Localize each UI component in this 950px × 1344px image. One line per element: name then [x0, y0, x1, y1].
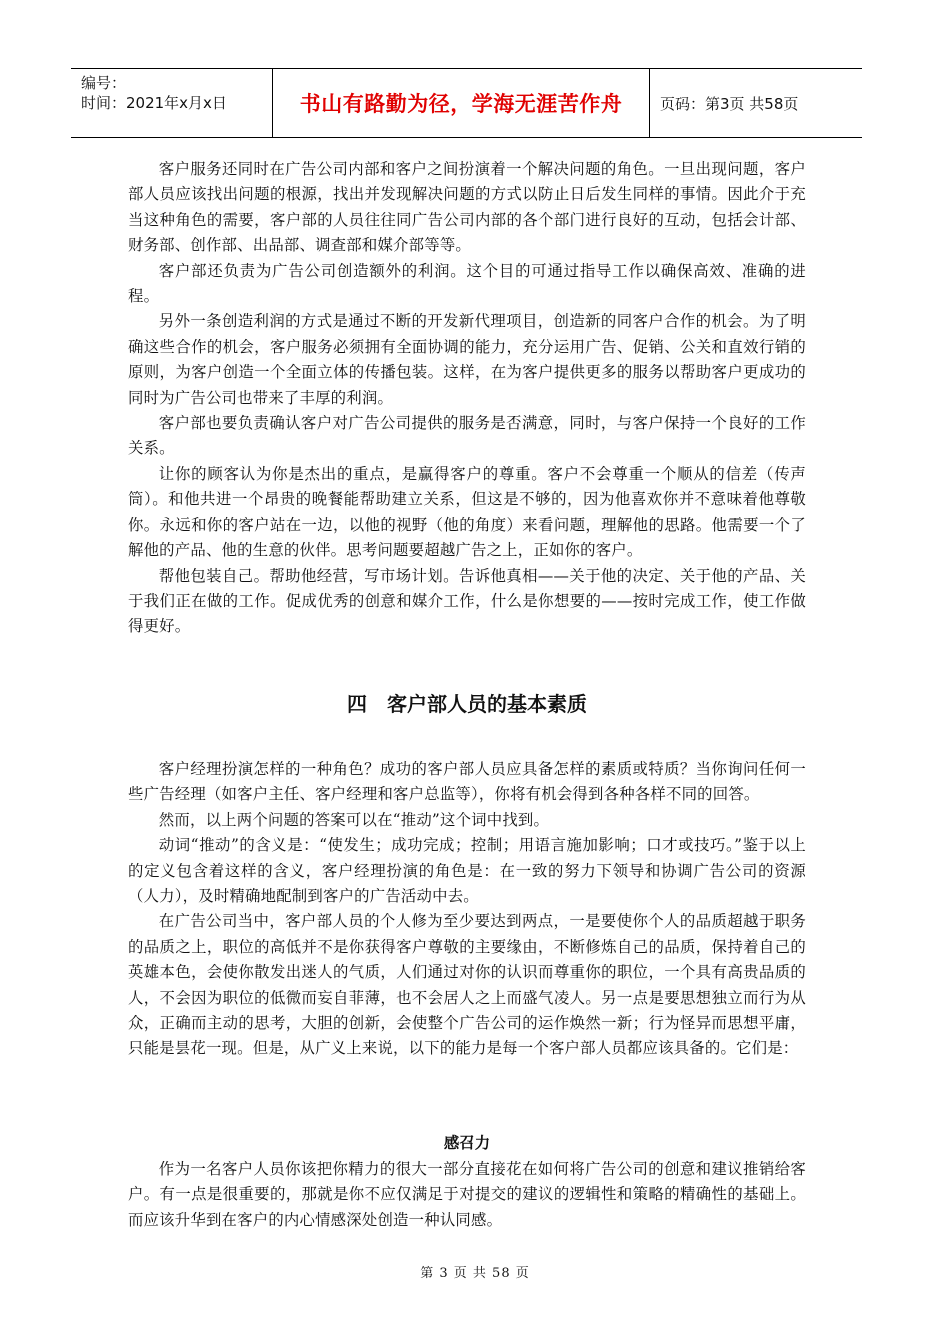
section-text [128, 757, 806, 1062]
page-header [71, 68, 862, 138]
page-footer: 第 3 页 共 58 页 [420, 1266, 530, 1281]
paragraph: 另外一条创造利润的方式是通过不断的开发新代理项目，创造新的同客户合作的机会。为了明确这些合作的机会，客户服务必须拥有全面协调的能力，充分运用广告、促销、公关和直效行销的原则，为客户创造一个全面立体的传播包装。这样，在为客户提供更多的服务以帮助客户更成功的同时为广告公司也带来了丰厚的利润。 [128, 312, 806, 407]
paragraph: 让你的顾客认为你是杰出的重点，是赢得客户的尊重。客户不会尊重一个顺从的信差（传声筒）。和他共进一个昂贵的晚餐能帮助建立关系，但这是不够的，因为他喜欢你并不意味着他尊敬你。永远和你的客户站在一边，以他的视野（他的角度）来看问题，理解他的思路。他需要一个了解他的产品、他的生意的伙伴。思考问题要超越广告之上，正如你的客户。 [128, 464, 806, 560]
section-title: 四 客户部人员的基本素质 [347, 692, 587, 716]
body-text [128, 157, 806, 640]
header-motto: 书山有路勤为径，学海无涯苦作舟 [273, 69, 650, 137]
paragraph: 客户经理扮演怎样的一种角色？成功的客户部人员应具备怎样的素质或特质？当你询问任何一些广告经理（如客户主任、客户经理和客户总监等），你将有机会得到各种各样不同的回答。 [128, 760, 806, 804]
paragraph: 帮他包装自己。帮助他经营，写市场计划。告诉他真相——关于他的决定、关于他的产品、关于我们正在做的工作。促成优秀的创意和媒介工作，什么是你想要的——按时完成工作，使工作做得更好。 [128, 566, 806, 636]
paragraph: 客户部还负责为广告公司创造额外的利润。这个目的可通过指导工作以确保高效、准确的进程。 [128, 261, 806, 306]
paragraph: 作为一名客户人员你该把你精力的很大一部分直接花在如何将广告公司的创意和建议推销给客户。有一点是很重要的，那就是你不应仅满足于对提交的建议的逻辑性和策略的精确性的基础上。而应该升华到在客户的内心情感深处创造一种认同感。 [128, 1160, 806, 1229]
paragraph: 然而，以上两个问题的答案可以在“推动”这个词中找到。 [158, 810, 550, 829]
paragraph: 在广告公司当中，客户部人员的个人修为至少要达到两点，一是要使你个人的品质超越于职务的品质之上，职位的高低并不是你获得客户尊敬的主要缘由，不断修炼自己的品质，保持着自己的英雄本色，会使你散发出迷人的气质，人们通过对你的认识而尊重你的职位，一个具有高贵品质的人，不会因为职位的低微而妄自菲薄，也不会居人之上而盛气凌人。另一点是要思想独立而行为从众，正确而主动的思考，大胆的创新，会使整个广告公司的运作焕然一新；行为怪异而思想平庸，只能是昙花一现。但是，从广义上来说，以下的能力是每一个客户部人员都应该具备的。它们是： [128, 912, 806, 1058]
header-page-label: 页码：第3页 共58页 [660, 94, 799, 113]
paragraph: 客户服务还同时在广告公司内部和客户之间扮演着一个解决问题的角色。一旦出现问题，客户部人员应该找出问题的根源，找出并发现解决问题的方式以防止日后发生同样的事情。因此介于充当这种角色的需要，客户部的人员往往同广告公司内部的各个部门进行良好的互动，包括会计部、财务部、创作部、出品部、调查部和媒介部等等。 [128, 160, 806, 255]
paragraph: 客户部也要负责确认客户对广告公司提供的服务是否满意，同时，与客户保持一个良好的工作关系。 [128, 414, 806, 458]
paragraph: 动词“推动”的含义是：“使发生；成功完成；控制；用语言施加影响；口才或技巧。”鉴于以上的定义包含着这样的含义，客户经理扮演的角色是：在一致的努力下领导和协调广告公司的资源（人力），及时精确地配制到客户的广告活动中去。 [128, 836, 806, 906]
document-date-label: 时间：2021年x月x日 [81, 94, 227, 112]
document-number-label: 编号： [81, 74, 127, 92]
subsection-text [128, 1157, 806, 1233]
header-meta [71, 69, 273, 137]
subsection-title: 感召力 [443, 1134, 491, 1152]
